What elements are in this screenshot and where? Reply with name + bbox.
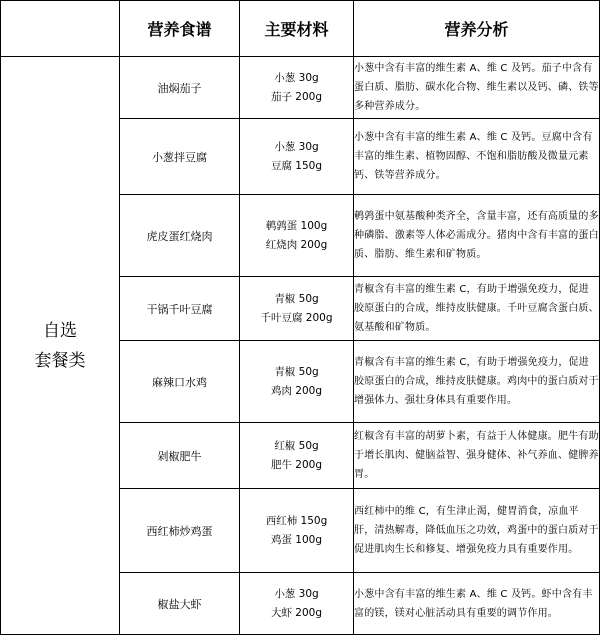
analysis-text: 小葱中含有丰富的维生素 A、维 C 及钙。茄子中含有蛋白质、脂肪、碳水化合物、维生素以及钙、磷、铁等多种营养成分。	[354, 57, 600, 119]
ingredients-cell	[240, 423, 354, 489]
dish-name: 剁椒肥牛	[120, 423, 240, 489]
header-blank-cell	[1, 1, 120, 57]
header-row	[1, 1, 600, 57]
ingredient: 西红柿 150g	[265, 514, 328, 527]
ingredients-cell	[240, 57, 354, 119]
ingredient: 豆腐 150g	[270, 159, 323, 172]
ingredient: 小葱 30g	[274, 71, 319, 84]
ingredients-cell	[240, 341, 354, 423]
analysis-text: 红椒含有丰富的胡萝卜素，有益于人体健康。肥牛有助于增长肌肉、健脑益智、强身健体、补气养血、健脾养胃。	[354, 423, 600, 489]
ingredient: 鸡肉 200g	[270, 384, 323, 397]
header-ingredients: 主要材料	[240, 1, 354, 57]
ingredient: 茄子 200g	[270, 90, 323, 103]
analysis-text: 西红柿中的维 C，有生津止渴，健胃消食，凉血平肝，清热解毒，降低血压之功效，鸡蛋中的蛋白质对于促进肌肉生长和修复、增强免疫力具有重要作用。	[354, 489, 600, 573]
ingredient: 千叶豆腐 200g	[260, 311, 333, 324]
ingredients-cell	[240, 277, 354, 341]
ingredient: 青椒 50g	[274, 365, 319, 378]
ingredient: 鸡蛋 100g	[270, 533, 323, 546]
ingredients-cell	[240, 195, 354, 277]
table-row	[1, 57, 600, 119]
ingredients-cell	[240, 119, 354, 195]
dish-name: 椒盐大虾	[120, 573, 240, 635]
category-line-1: 自选	[43, 320, 77, 341]
ingredient: 红烧肉 200g	[265, 238, 328, 251]
ingredient: 肥牛 200g	[270, 458, 323, 471]
dish-name: 小葱拌豆腐	[120, 119, 240, 195]
ingredient: 大虾 200g	[270, 606, 323, 619]
analysis-text: 青椒含有丰富的维生素 C，有助于增强免疫力，促进胶原蛋白的合成，维持皮肤健康。千叶豆腐含蛋白质、氨基酸和矿物质。	[354, 277, 600, 341]
ingredient: 鹌鹑蛋 100g	[265, 219, 328, 232]
header-recipe: 营养食谱	[120, 1, 240, 57]
dish-name: 油焖茄子	[120, 57, 240, 119]
ingredient: 青椒 50g	[274, 292, 319, 305]
header-analysis: 营养分析	[354, 1, 600, 57]
ingredient: 小葱 30g	[274, 587, 319, 600]
analysis-text: 小葱中含有丰富的维生素 A、维 C 及钙。豆腐中含有丰富的维生素、植物固醇、不饱和脂肪酸及微量元素钙、铁等营养成分。	[354, 119, 600, 195]
ingredient: 红椒 50g	[274, 439, 319, 452]
analysis-text: 小葱中含有丰富的维生素 A、维 C 及钙。虾中含有丰富的镁，镁对心脏活动具有重要的调节作用。	[354, 573, 600, 635]
category-cell	[1, 57, 120, 635]
dish-name: 虎皮蛋红烧肉	[120, 195, 240, 277]
analysis-text: 青椒含有丰富的维生素 C，有助于增强免疫力，促进胶原蛋白的合成，维持皮肤健康。鸡肉中的蛋白质对于增强体力、强壮身体具有重要作用。	[354, 341, 600, 423]
dish-name: 西红柿炒鸡蛋	[120, 489, 240, 573]
ingredients-cell	[240, 489, 354, 573]
analysis-text: 鹌鹑蛋中氨基酸种类齐全，含量丰富，还有高质量的多种磷脂、激素等人体必需成分。猪肉中含有丰富的蛋白质、脂肪、维生素和矿物质。	[354, 195, 600, 277]
ingredients-cell	[240, 573, 354, 635]
ingredient: 小葱 30g	[274, 140, 319, 153]
category-line-2: 套餐类	[34, 350, 86, 371]
dish-name: 麻辣口水鸡	[120, 341, 240, 423]
dish-name: 干锅千叶豆腐	[120, 277, 240, 341]
